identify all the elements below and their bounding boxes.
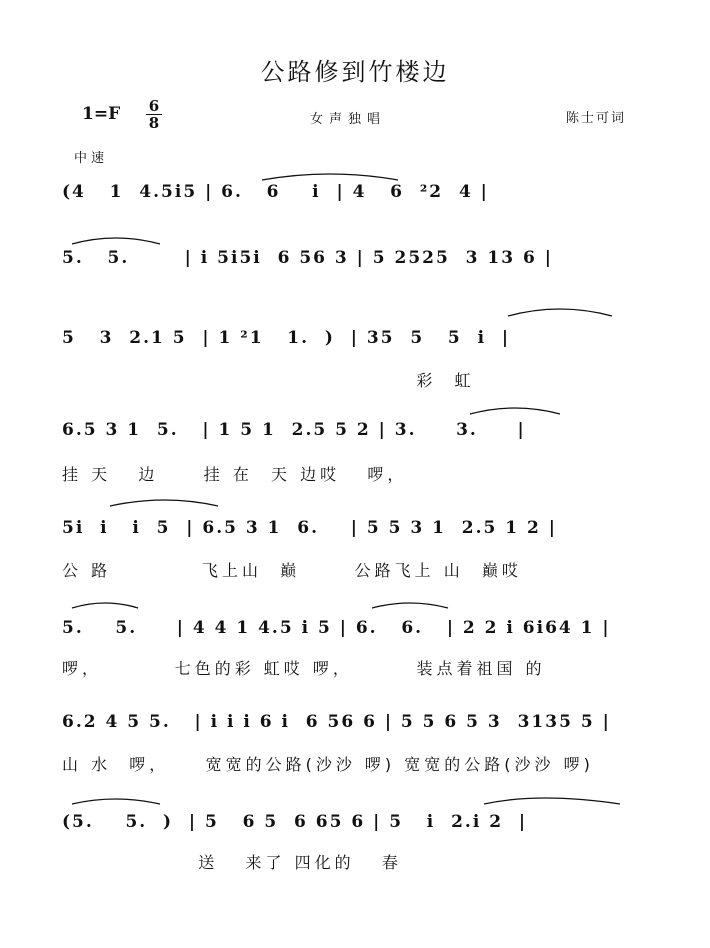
- staff-row-1: [0, 176, 710, 228]
- slur: [110, 500, 218, 506]
- notation-line: 6.5 3 1 5. | 1 5 1 2.5 5 2 | 3. 3. |: [62, 420, 526, 440]
- notation-line: 5. 5. | 4 4 1 4.5 i 5 | 6. 6. | 2 2 i 6i64 1 |: [62, 618, 611, 638]
- staff-row-5: [0, 512, 710, 564]
- notation-line: (4 1 4.5i5 | 6. 6 i | 4 6 ²2 4 |: [62, 182, 489, 202]
- slur: [508, 309, 612, 316]
- notation-line: (5. 5. ) | 5 6 5 6 65 6 | 5 i 2.i 2 |: [62, 812, 528, 832]
- staff-row-4: [0, 414, 710, 466]
- time-signature-bottom: 8: [148, 114, 160, 132]
- lyric-line-5: 山 水 啰， 宽宽的公路(沙沙 啰) 宽宽的公路(沙沙 啰): [62, 755, 594, 774]
- lyricist-credit: 陈士可词: [566, 111, 627, 126]
- notation-line: 5. 5. | i 5i5i 6 56 3 | 5 2525 3 13 6 |: [62, 248, 553, 268]
- time-signature: [146, 98, 162, 131]
- staff-row-3: [0, 322, 710, 374]
- notation-line: 6.2 4 5 5. | i i i 6 i 6 56 6 | 5 5 6 5 3 3135 5 |: [62, 712, 611, 732]
- staff-row-7: [0, 706, 710, 758]
- notation-line: 5i i i 5 | 6.5 3 1 6. | 5 5 3 1 2.5 1 2 |: [62, 518, 557, 538]
- slur: [372, 603, 448, 608]
- slur: [72, 799, 160, 804]
- key-signature: 1=F: [82, 104, 121, 124]
- performance-type: 女声独唱: [310, 112, 387, 127]
- staff-row-2: [0, 242, 710, 294]
- lyric-line-6: 送 来了 四化的 春: [62, 853, 402, 872]
- slur: [72, 603, 138, 608]
- time-signature-top: 6: [148, 97, 160, 115]
- lyric-line-2: 挂 天 边 挂 在 天 边哎 啰，: [62, 465, 408, 484]
- lyric-line-1: 彩 虹: [62, 371, 475, 390]
- slur: [484, 798, 620, 804]
- notation-line: 5 3 2.1 5 | 1 ²1 1. ) | 35 5 5 i |: [62, 328, 511, 348]
- lyric-line-4: 啰， 七色的彩 虹哎 啰， 装点着祖国 的: [62, 659, 546, 678]
- lyric-line-3: 公 路 飞上山 巅 公路飞上 山 巅哎: [62, 561, 522, 580]
- song-title: 公路修到竹楼边: [260, 58, 450, 86]
- tempo-marking: 中速: [74, 151, 109, 166]
